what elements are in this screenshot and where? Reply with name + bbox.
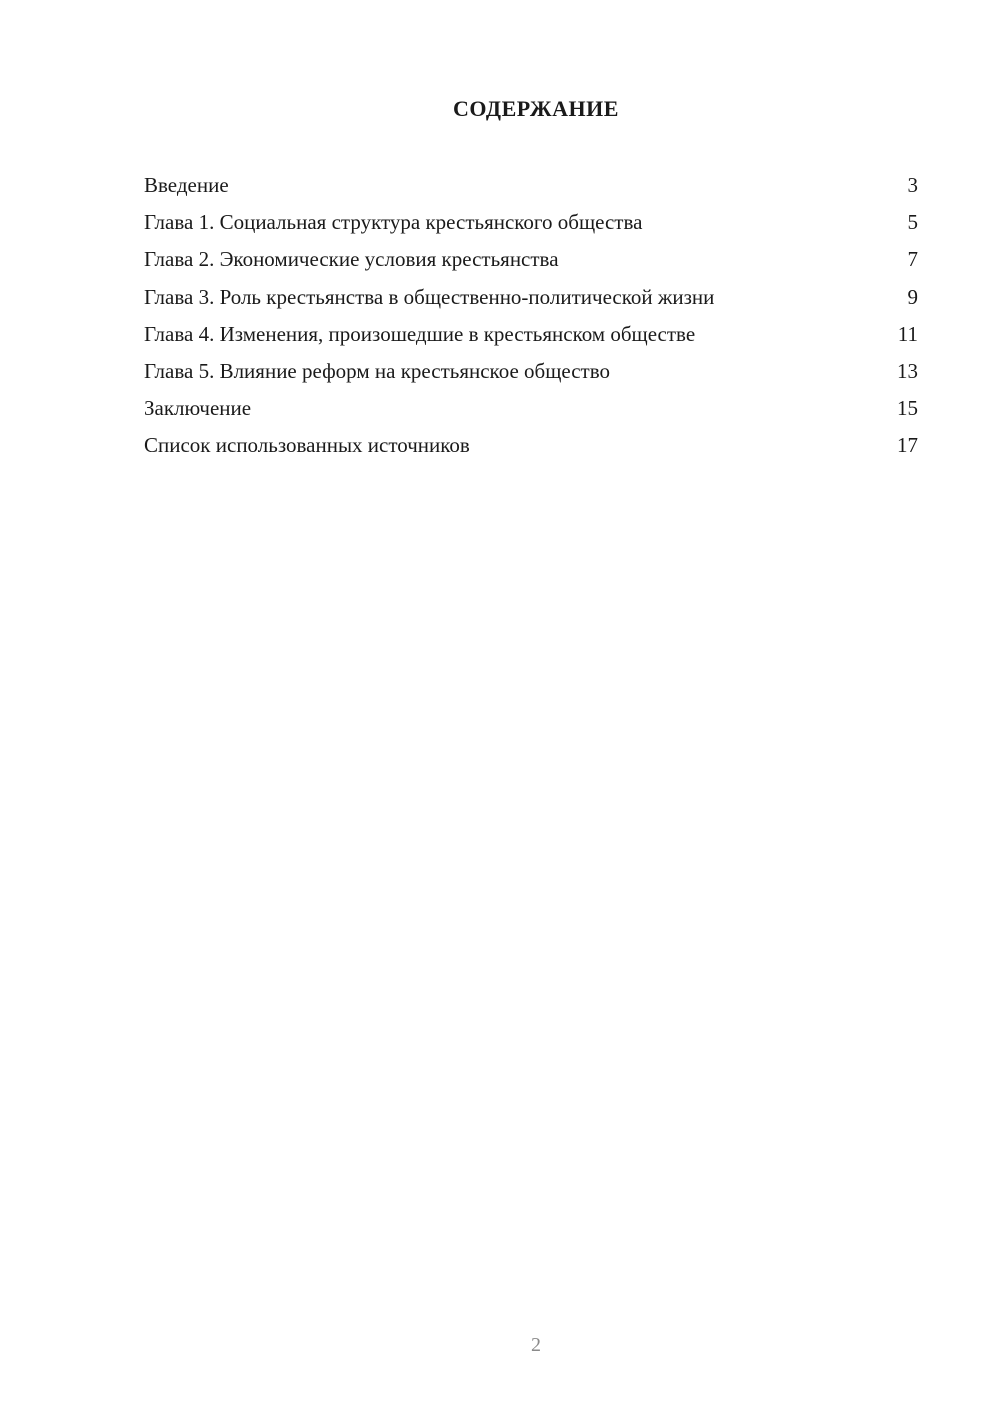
toc-entry-label: Список использованных источников [144,433,470,458]
toc-entry-references [144,430,918,467]
toc-entry-label: Глава 4. Изменения, произошедшие в крестьянском обществе [144,321,696,346]
table-of-contents [144,170,918,468]
toc-entry-page: 11 [897,321,918,346]
toc-entry-page: 9 [907,284,918,309]
toc-entry-chapter-3 [144,282,918,319]
toc-title: СОДЕРЖАНИЕ [453,96,619,121]
toc-entry-page: 13 [897,358,918,383]
toc-entry-label: Глава 2. Экономические условия крестьянства [144,247,559,272]
toc-entry-introduction [144,170,918,207]
toc-entry-conclusion [144,393,918,430]
toc-entry-chapter-5 [144,356,918,393]
toc-entry-label: Введение [144,173,229,197]
toc-entry-chapter-2 [144,244,918,281]
toc-entry-page: 15 [897,396,918,421]
page-number: 2 [531,1334,541,1356]
toc-entry-page: 7 [907,247,918,272]
toc-entry-page: 3 [907,173,918,197]
toc-entry-page: 5 [907,210,918,235]
toc-entry-label: Глава 1. Социальная структура крестьянского общества [144,210,643,235]
toc-entry-label: Глава 3. Роль крестьянства в общественно-политической жизни [144,284,715,309]
toc-entry-page: 17 [897,433,918,458]
toc-entry-chapter-1 [144,207,918,244]
toc-entry-chapter-4 [144,319,918,356]
toc-entry-label: Заключение [144,396,252,421]
toc-entry-label: Глава 5. Влияние реформ на крестьянское общество [144,358,610,383]
